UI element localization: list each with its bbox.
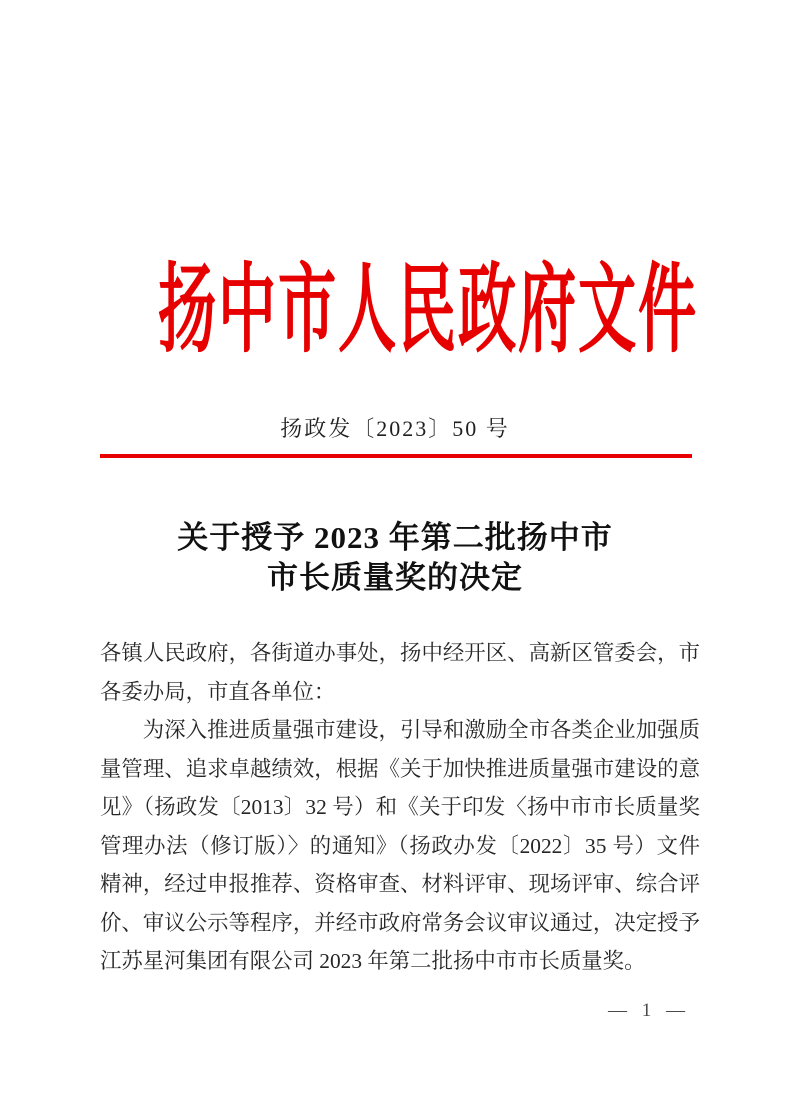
document-number: 扬政发〔2023〕50 号 [280, 416, 510, 441]
document-title-line1: 关于授予 2023 年第二批扬中市 [177, 520, 613, 555]
document-body [100, 634, 700, 981]
body-paragraph: 为深入推进质量强市建设，引导和激励全市各类企业加强质量管理、追求卓越绩效，根据《关于加快推进质量强市建设的意见》（扬政发〔2013〕32 号）和《关于印发〈扬中市市长质量奖管理办法（修订版）〉的通知》（扬政办发〔2022〕35 号）文件精神，经过申报推荐、资格审查、材料评审、现场评审、综合评价、审议公示等程序，并经市政府常务会议审议通过，决定授予江苏星河集团有限公司 2023 年第二批扬中市市长质量奖。 [100, 718, 700, 973]
red-divider-line [100, 454, 692, 458]
document-title-line2: 市长质量奖的决定 [267, 560, 523, 595]
document-title [0, 518, 790, 598]
salutation-paragraph: 各镇人民政府，各街道办事处，扬中经开区、高新区管委会，市各委办局，市直各单位： [100, 641, 700, 704]
letterhead-title: 扬中市人民政府文件 [157, 257, 698, 364]
page-number: — 1 — [608, 1000, 690, 1021]
